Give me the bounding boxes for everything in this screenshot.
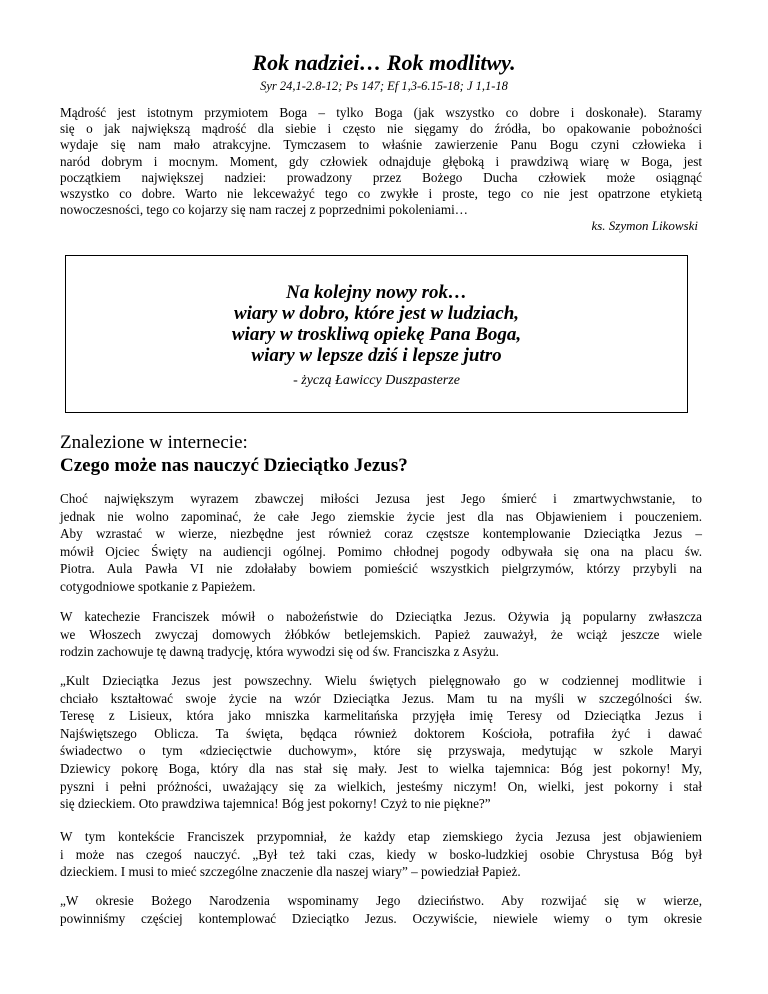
paragraph-line: Teresę z Lisieux, która jako mniszka karmelitańska przyjęła imię Teresy od Dzieciątka Jezus i <box>60 708 702 724</box>
paragraph-line: Dziewicy pokorę Boga, który dla nas stał się mały. Jest to wielka tajemnica: Bóg jest pokorny! My, <box>60 760 702 776</box>
paragraph-line: W tym kontekście Franciszek przypomniał, że każdy etap ziemskiego życia Jezusa jest objawieniem <box>60 829 702 844</box>
paragraph-line: rodzin zachowuje tę dawną tradycję, która wywodzi się od św. Franciszka z Asyżu. <box>60 644 499 660</box>
intro-paragraph <box>60 105 702 218</box>
paragraph-line: mówił Ojciec Święty na audiencji ogólnej. Pomimo chłodnej pogody odbywała się ona na placu św. <box>60 543 702 559</box>
paragraph-line: cotygodniowe spotkanie z Papieżem. <box>60 578 256 594</box>
paragraph-line: i może nas czegoś nauczyć. „Był też taki czas, kiedy w bosko-ludzkiej osobie Chrystusa Bóg był <box>60 846 702 862</box>
article-paragraph <box>60 672 702 813</box>
paragraph-line: Aby wzrastać w wierze, niezbędne jest również coraz częstsze kontemplowanie Dzieciątka Jezus – <box>60 526 702 542</box>
article-paragraph <box>60 828 702 881</box>
section-label: Znalezione w internecie: <box>60 432 248 453</box>
intro-line: się o jak największą mądrość dla siebie i często nie sięgamy do źródła, bo opakowanie pobożności <box>60 121 702 137</box>
intro-line: wszystko co dobre. Warto nie lekceważyć tego co zwykłe i proste, tego co nie jest opatrzone etykietą <box>60 186 702 202</box>
wish-line: wiary w lepsze dziś i lepsze jutro <box>251 345 502 366</box>
intro-line: nowoczesności, tego co kojarzy się nam raczej z poprzednimi pokoleniami… <box>60 202 468 218</box>
new-year-wishes-box <box>65 255 688 413</box>
paragraph-line: świadectwo o tym «dziecięctwie duchowym», które się przyswaja, medytując w szkole Maryi <box>60 743 702 759</box>
paragraph-line: Najświętszego Oblicza. Ta święta, będąca również doktorem Kościoła, potrafiła żyć i dawać <box>60 725 702 741</box>
paragraph-line: się dzieckiem. Oto prawdziwa tajemnica! Bóg jest pokorny! Czyż to nie piękne?” <box>60 796 491 812</box>
paragraph-line: chciało kształtować swoje życie na wzór Dzieciątka Jezus. Mam tu na myśli w szczególności św. <box>60 690 702 706</box>
intro-line: Mądrość jest istotnym przymiotem Boga – tylko Boga (jak wszystko co dobre i doskonałe). Staramy <box>60 105 702 120</box>
paragraph-line: „W okresie Bożego Narodzenia wspominamy Jego dzieciństwo. Aby rozwijać się w wierze, <box>60 893 702 908</box>
wish-line: Na kolejny nowy rok… <box>285 282 468 303</box>
intro-line: początkiem największej nadziei: prowadzony przez Bożego Ducha człowiek może osiągnąć <box>60 169 702 185</box>
scripture-readings: Syr 24,1-2.8-12; Ps 147; Ef 1,3-6.15-18; J 1,1-18 <box>260 79 508 93</box>
article-paragraph <box>60 608 702 661</box>
paragraph-line: Choć największym wyrazem zbawczej miłości Jezusa jest Jego śmierć i zmartwychwstanie, to <box>60 491 702 506</box>
paragraph-line: powinniśmy częściej kontemplować Dzieciątko Jezus. Oczywiście, niewiele wiemy o tym okresie <box>60 910 702 926</box>
intro-line: wydaje się nam mało atrakcyjne. Tymczasem to właśnie zawierzenie Panu Bogu czyni człowieka i <box>60 137 702 153</box>
article-paragraph <box>60 892 702 927</box>
paragraph-line: pyszni i pełni próżności, uważający się za wielkich, jesteśmy niczym! On, wielki, jest pokorny i stał <box>60 778 702 794</box>
intro-signature: ks. Szymon Likowski <box>591 218 698 233</box>
paragraph-line: jednak nie wolno zapominać, że całe Jego ziemskie życie jest dla nas Objawieniem i pouczeniem. <box>60 508 702 524</box>
wishes-signature: - życzą Ławiccy Duszpasterze <box>293 373 460 388</box>
paragraph-line: dzieckiem. I musi to mieć szczególne znaczenie dla naszej wiary” – powiedział Papież. <box>60 864 521 880</box>
paragraph-line: W katechezie Franciszek mówił o nabożeństwie do Dzieciątka Jezus. Ożywia ją popularny zwłaszcza <box>60 609 702 624</box>
section-title: Czego może nas nauczyć Dzieciątko Jezus? <box>60 455 408 476</box>
wish-line: wiary w dobro, które jest w ludziach, <box>233 303 520 324</box>
page-title: Rok nadziei… Rok modlitwy. <box>252 50 516 75</box>
article-paragraph <box>60 490 702 596</box>
wish-line: wiary w troskliwą opiekę Pana Boga, <box>231 324 522 345</box>
intro-line: naród dobrym i mocnym. Moment, gdy człowiek odnajduje głęboką i prawdziwą wiarę w Boga, jest <box>60 153 702 169</box>
paragraph-line: „Kult Dzieciątka Jezus jest powszechny. Wielu świętych pielęgnowało go w codziennej modlitwie i <box>60 673 702 688</box>
paragraph-line: we Włoszech zwyczaj domowych żłóbków betlejemskich. Papież zauważył, że wciąż jeszcze wiele <box>60 626 702 642</box>
paragraph-line: Piotra. Aula Pawła VI nie zdołałaby bowiem pomieścić wszystkich pielgrzymów, którzy przybyli na <box>60 561 702 577</box>
